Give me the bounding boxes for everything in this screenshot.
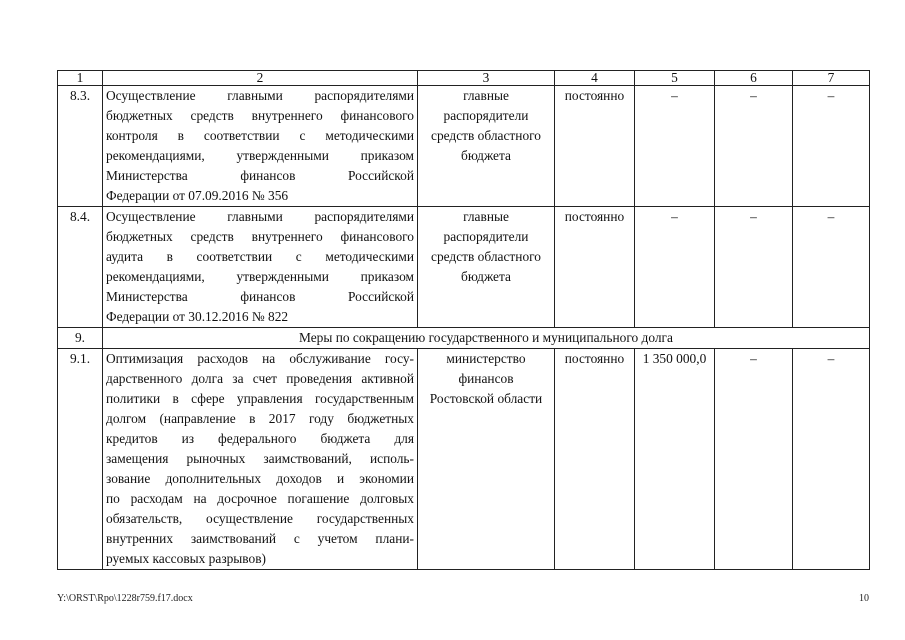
description-line: бюджетных средств внутреннего финансового xyxy=(106,108,414,123)
row-col7: – xyxy=(793,86,870,207)
header-cell-7: 7 xyxy=(793,71,870,86)
description-line: обязательств, осуществление государственных xyxy=(106,511,414,526)
row-number: 9.1. xyxy=(58,349,103,570)
header-cell-5: 5 xyxy=(635,71,715,86)
description-line: аудита в соответствии с методическими xyxy=(106,249,414,264)
footer-file-path: Y:\ORST\Rpo\1228r759.f17.docx xyxy=(57,593,193,604)
footer-page-number: 10 xyxy=(859,593,869,604)
description-line: Федерации от 07.09.2016 № 356 xyxy=(106,188,289,203)
table-row xyxy=(58,349,870,570)
description-line: бюджетных средств внутреннего финансового xyxy=(106,229,414,244)
header-cell-6: 6 xyxy=(715,71,793,86)
row-col7: – xyxy=(793,207,870,328)
row-term: постоянно xyxy=(555,207,635,328)
table-row xyxy=(58,207,870,328)
description-line: рекомендациями, утвержденными приказом xyxy=(106,148,414,163)
executor-line: финансов xyxy=(458,371,514,386)
description-line: Федерации от 30.12.2016 № 822 xyxy=(106,309,289,324)
section-row xyxy=(58,328,870,349)
measures-table xyxy=(57,70,870,570)
description-line: замещения рыночных заимствований, исполь- xyxy=(106,451,414,466)
executor-line: распорядители xyxy=(443,108,529,123)
description-line: руемых кассовых разрывов) xyxy=(106,551,267,566)
description-line: внутренних заимствований с учетом плани- xyxy=(106,531,414,546)
header-cell-1: 1 xyxy=(58,71,103,86)
executor-line: главные xyxy=(463,209,509,224)
row-description xyxy=(103,207,418,328)
row-col5: 1 350 000,0 xyxy=(635,349,715,570)
row-term: постоянно xyxy=(555,86,635,207)
executor-line: бюджета xyxy=(461,269,511,284)
executor-line: бюджета xyxy=(461,148,511,163)
row-executor xyxy=(418,86,555,207)
row-executor xyxy=(418,207,555,328)
executor-line: министерство xyxy=(446,351,526,366)
header-cell-4: 4 xyxy=(555,71,635,86)
description-line: Осуществление главными распорядителями xyxy=(106,209,414,224)
row-number: 8.4. xyxy=(58,207,103,328)
header-cell-3: 3 xyxy=(418,71,555,86)
section-title: Меры по сокращению государственного и муниципального долга xyxy=(103,328,870,349)
description-line: Осуществление главными распорядителями xyxy=(106,88,414,103)
section-number: 9. xyxy=(58,328,103,349)
row-col5: – xyxy=(635,207,715,328)
description-line: контроля в соответствии с методическими xyxy=(106,128,414,143)
row-description xyxy=(103,349,418,570)
row-executor xyxy=(418,349,555,570)
row-term: постоянно xyxy=(555,349,635,570)
row-number: 8.3. xyxy=(58,86,103,207)
executor-line: средств областного xyxy=(431,249,541,264)
executor-line: Ростовской области xyxy=(429,391,543,406)
row-col7: – xyxy=(793,349,870,570)
description-line: рекомендациями, утвержденными приказом xyxy=(106,269,414,284)
row-col6: – xyxy=(715,86,793,207)
executor-line: распорядители xyxy=(443,229,529,244)
executor-line: средств областного xyxy=(431,128,541,143)
description-line: зование дополнительных доходов и экономии xyxy=(106,471,414,486)
row-col6: – xyxy=(715,349,793,570)
row-col5: – xyxy=(635,86,715,207)
description-line: Оптимизация расходов на обслуживание госу- xyxy=(106,351,414,366)
description-line: политики в сфере управления государственным xyxy=(106,391,414,406)
description-line: кредитов из федерального бюджета для xyxy=(106,431,414,446)
row-col6: – xyxy=(715,207,793,328)
table-row xyxy=(58,86,870,207)
description-line: по расходам на досрочное погашение долговых xyxy=(106,491,414,506)
row-description xyxy=(103,86,418,207)
executor-line: главные xyxy=(463,88,509,103)
description-line: дарственного долга за счет проведения активной xyxy=(106,371,414,386)
header-row xyxy=(58,71,870,86)
description-line: долгом (направление в 2017 году бюджетных xyxy=(106,411,414,426)
description-line: Министерства финансов Российской xyxy=(106,168,414,183)
description-line: Министерства финансов Российской xyxy=(106,289,414,304)
header-cell-2: 2 xyxy=(103,71,418,86)
